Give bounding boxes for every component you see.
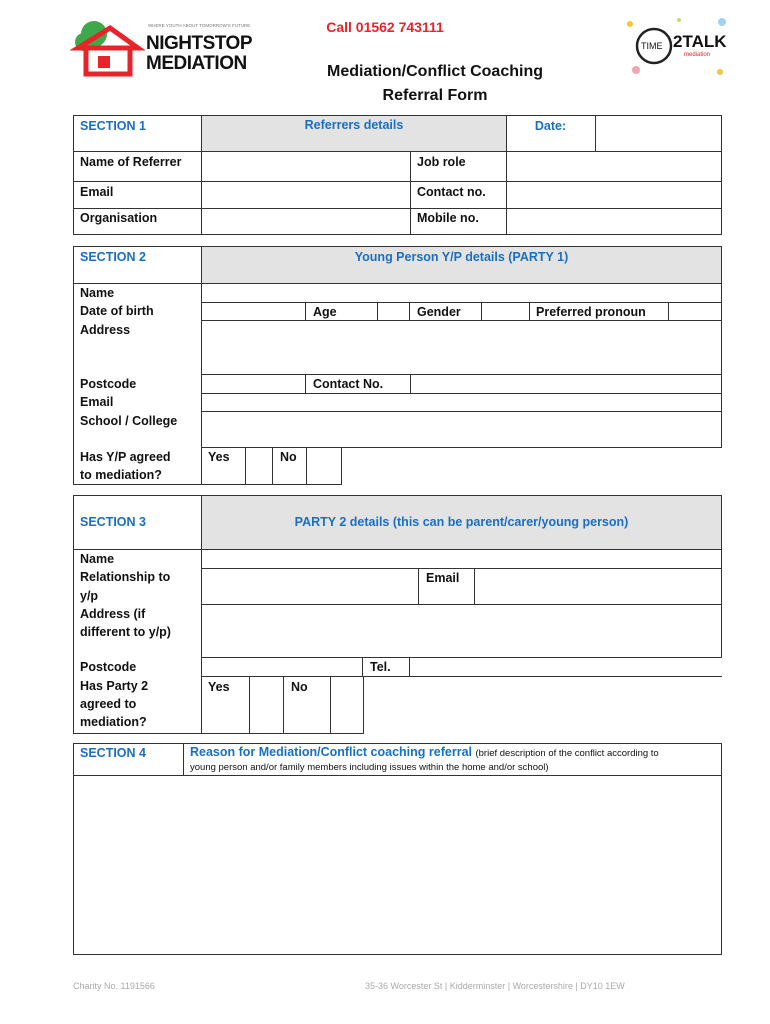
yp-age-label: Age — [313, 305, 337, 319]
yp-school-field[interactable] — [202, 412, 721, 446]
mobile-no-label: Mobile no. — [417, 211, 479, 225]
logo-name-line2: MEDIATION — [146, 53, 247, 74]
yp-agreed-label-line2: to mediation? — [80, 468, 162, 482]
p2-address-field[interactable] — [202, 605, 721, 656]
p2-agreed-yes-label: Yes — [208, 680, 230, 694]
yp-pronoun-field[interactable] — [669, 303, 721, 319]
yp-contact-field[interactable] — [411, 375, 721, 392]
referrer-name-label: Name of Referrer — [80, 155, 182, 169]
section2-header: Young Person Y/P details (PARTY 1) — [354, 250, 569, 264]
p2-agreed-yes-box[interactable] — [250, 677, 282, 732]
logo-time: TIME — [641, 41, 663, 51]
yp-pronoun-label: Preferred pronoun — [536, 305, 646, 319]
yp-postcode-label: Postcode — [80, 377, 137, 391]
title-line2: Referral Form — [382, 87, 488, 104]
logo-name-line1: NIGHTSTOP — [146, 33, 252, 54]
section4-desc-line2: young person and/or family members including issues within the home and/or school) — [190, 762, 549, 773]
section2-label: SECTION 2 — [80, 250, 146, 264]
p2-postcode-field[interactable] — [202, 658, 361, 675]
date-label: Date: — [534, 119, 567, 133]
logo-2talk: 2TALK — [673, 32, 727, 51]
charity-number: Charity No. 1191566 — [73, 981, 155, 991]
section4-header — [190, 745, 720, 761]
p2-name-label: Name — [80, 552, 115, 566]
referrer-email-field[interactable] — [202, 182, 409, 207]
p2-postcode-label: Postcode — [80, 660, 137, 674]
p2-tel-label: Tel. — [370, 660, 391, 674]
p2-relationship-label-line2: y/p — [80, 589, 99, 603]
p2-agreed-no-box[interactable] — [331, 677, 362, 732]
yp-address-label: Address — [80, 323, 131, 337]
referrer-email-label: Email — [80, 185, 114, 199]
yp-age-field[interactable] — [378, 303, 408, 319]
yp-agreed-no-box[interactable] — [307, 448, 340, 483]
title-line1: Mediation/Conflict Coaching — [327, 63, 543, 80]
section4-desc-line1: (brief description of the conflict according to — [475, 748, 659, 759]
p2-agreed-label-line1: Has Party 2 — [80, 679, 149, 693]
p2-agreed-no-label: No — [291, 680, 308, 694]
job-role-field[interactable] — [507, 152, 721, 180]
yp-gender-label: Gender — [417, 305, 461, 319]
p2-agreed-label-line2: agreed to — [80, 697, 137, 711]
yp-name-label: Name — [80, 286, 115, 300]
p2-email-field[interactable] — [475, 569, 721, 603]
yp-dob-field[interactable] — [202, 303, 304, 319]
form-title — [270, 60, 600, 108]
p2-agreed-label-line3: mediation? — [80, 715, 147, 729]
p2-relationship-field[interactable] — [202, 569, 417, 603]
organisation-field[interactable] — [202, 209, 409, 234]
section3-header: PARTY 2 details (this can be parent/carer/young person) — [294, 515, 629, 529]
p2-email-label: Email — [426, 571, 460, 585]
referrer-name-field[interactable] — [202, 152, 409, 180]
yp-name-field[interactable] — [202, 285, 721, 301]
yp-contact-label: Contact No. — [313, 377, 384, 391]
yp-agreed-label-line1: Has Y/P agreed — [80, 450, 171, 464]
call-number: Call 01562 743111 — [326, 19, 444, 35]
section4-title: Reason for Mediation/Conflict coaching referral — [190, 745, 472, 759]
section3-label: SECTION 3 — [80, 515, 146, 529]
p2-tel-field[interactable] — [410, 658, 721, 675]
contact-no-field[interactable] — [507, 182, 721, 207]
mobile-no-field[interactable] — [507, 209, 721, 234]
contact-no-label: Contact no. — [417, 185, 486, 199]
time2talk-logo — [624, 14, 732, 80]
p2-name-field[interactable] — [202, 551, 721, 567]
yp-gender-field[interactable] — [482, 303, 528, 319]
yp-dob-label: Date of birth — [80, 304, 154, 318]
yp-agreed-yes-label: Yes — [208, 450, 230, 464]
yp-address-field[interactable] — [202, 321, 721, 373]
section1-label: SECTION 1 — [80, 119, 146, 133]
reason-textarea[interactable] — [74, 776, 721, 954]
date-field[interactable] — [596, 116, 721, 151]
yp-agreed-yes-box[interactable] — [246, 448, 271, 483]
p2-address-label-line1: Address (if — [80, 607, 146, 621]
yp-agreed-no-label: No — [280, 450, 297, 464]
yp-postcode-field[interactable] — [202, 375, 304, 392]
p2-relationship-label-line1: Relationship to — [80, 570, 171, 584]
nightstop-mediation-logo — [70, 18, 250, 78]
section1-header: Referrers details — [304, 118, 404, 132]
yp-school-label: School / College — [80, 414, 178, 428]
job-role-label: Job role — [417, 155, 466, 169]
yp-email-field[interactable] — [202, 394, 721, 410]
section4-label: SECTION 4 — [80, 746, 146, 760]
organisation-label: Organisation — [80, 211, 158, 225]
p2-address-label-line2: different to y/p) — [80, 625, 171, 639]
logo-sub: mediation — [684, 52, 711, 58]
footer-address: 35-36 Worcester St | Kidderminster | Worcestershire | DY10 1EW — [365, 981, 625, 991]
yp-email-label: Email — [80, 395, 114, 409]
logo-tagline: WHERE YOUTH ABOUT TOMORROW'S FUTURE — [148, 23, 251, 28]
